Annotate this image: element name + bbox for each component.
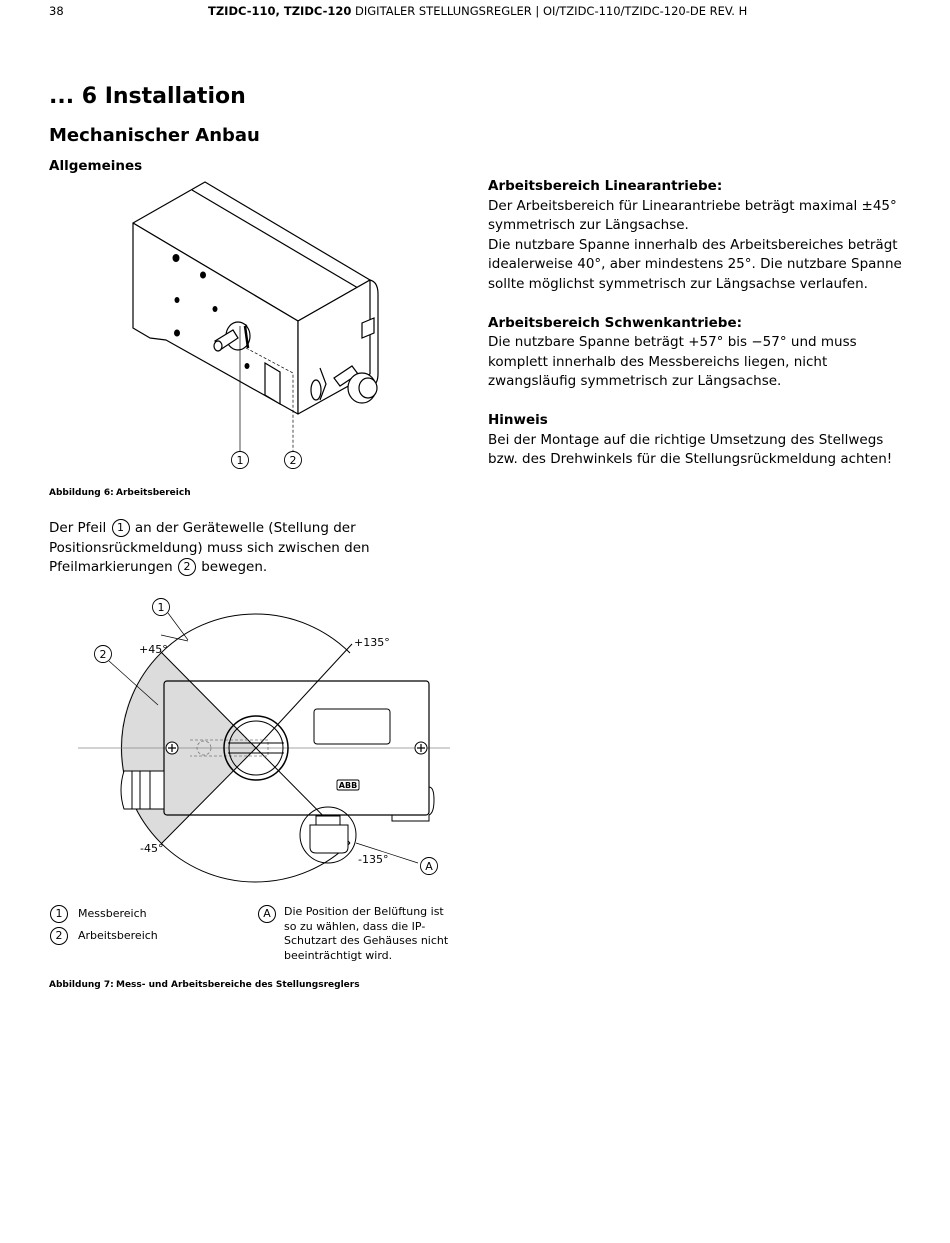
rotary-section xyxy=(488,314,908,392)
arrow-paragraph-part1: Der Pfeil xyxy=(49,520,111,536)
running-header-title: TZIDC-110, TZIDC-120 xyxy=(208,4,352,18)
figure-7-caption-text: Mess- und Arbeitsbereiche des Stellungsreglers xyxy=(116,980,360,990)
figure-7-callout-1: 1 xyxy=(157,601,165,614)
inline-callout-1: 1 xyxy=(112,519,130,537)
linear-heading: Arbeitsbereich Linearantriebe: xyxy=(488,178,723,194)
legend-marker-2: 2 xyxy=(50,927,68,945)
angle-label-minus45: -45° xyxy=(140,842,164,855)
angle-label-plus45: +45° xyxy=(139,643,168,656)
linear-text-1: Der Arbeitsbereich für Linearantriebe beträgt maximal ±45° symmetrisch zur Längsachse. xyxy=(488,197,897,233)
legend-item-belueftung xyxy=(257,905,457,963)
legend-item-arbeitsbereich xyxy=(49,927,158,945)
figure-6-caption-text: Arbeitsbereich xyxy=(116,488,191,498)
legend-text-2: Arbeitsbereich xyxy=(78,929,158,942)
angle-label-plus135: +135° xyxy=(354,636,390,649)
legend-marker-1: 1 xyxy=(50,905,68,923)
note-text: Bei der Montage auf die richtige Umsetzung des Stellwegs bzw. des Drehwinkels für die Stellungsrückmeldung achten! xyxy=(488,431,893,467)
note-heading: Hinweis xyxy=(488,412,548,428)
arrow-paragraph-part3: bewegen. xyxy=(196,559,268,575)
figure-7-caption xyxy=(49,980,360,990)
section-title: ... 6 Installation xyxy=(49,84,246,109)
running-header xyxy=(208,4,747,18)
figure-6-caption xyxy=(49,488,191,498)
figure-7-callout-a: A xyxy=(425,860,433,873)
rotary-text: Die nutzbare Spanne beträgt +57° bis −57° und muss komplett innerhalb des Messbereichs liegen, nicht zwangsläufig symmetrisch zur Längsachse. xyxy=(488,334,857,389)
linear-text-2: Die nutzbare Spanne innerhalb des Arbeitsbereiches beträgt idealerweise 40°, aber mindestens 25°. Die nutzbare Spanne sollte möglichst symmetrisch zur Längsachse verlaufen. xyxy=(488,236,902,292)
figure-7-caption-number: Abbildung 7: xyxy=(49,980,114,990)
figure-6-caption-number: Abbildung 6: xyxy=(49,488,114,498)
figure-7-callout-2: 2 xyxy=(99,648,107,661)
right-column xyxy=(488,177,908,489)
abb-logo-text: ABB xyxy=(338,781,358,790)
rotary-heading: Arbeitsbereich Schwenkantriebe: xyxy=(488,314,743,331)
running-header-rest: DIGITALER STELLUNGSREGLER | OI/TZIDC-110/TZIDC-120-DE REV. H xyxy=(351,4,748,18)
sub-subsection-title: Allgemeines xyxy=(49,158,143,174)
legend-text-1: Messbereich xyxy=(78,907,147,920)
page-number: 38 xyxy=(49,4,64,18)
legend-item-messbereich xyxy=(49,905,147,923)
arrow-paragraph-part2: an der Gerätewelle (Stellung der Positionsrückmeldung) muss sich zwischen den Pfeilmarkierungen xyxy=(49,520,370,575)
legend-text-a: Die Position der Belüftung ist so zu wählen, dass die IP-Schutzart des Gehäuses nicht beeinträchtigt wird. xyxy=(284,905,449,962)
linear-section xyxy=(488,177,908,294)
subsection-title: Mechanischer Anbau xyxy=(49,125,260,146)
figure-7-range-diagram xyxy=(78,595,450,900)
legend-marker-a: A xyxy=(258,905,276,923)
arrow-paragraph xyxy=(49,519,389,578)
angle-label-minus135: -135° xyxy=(358,853,389,866)
figure-6-callout-1: 1 xyxy=(236,454,244,467)
note-section xyxy=(488,411,908,470)
figure-6-positioner-drawing xyxy=(120,178,390,478)
figure-6-callout-2: 2 xyxy=(289,454,297,467)
inline-callout-2: 2 xyxy=(178,558,196,576)
